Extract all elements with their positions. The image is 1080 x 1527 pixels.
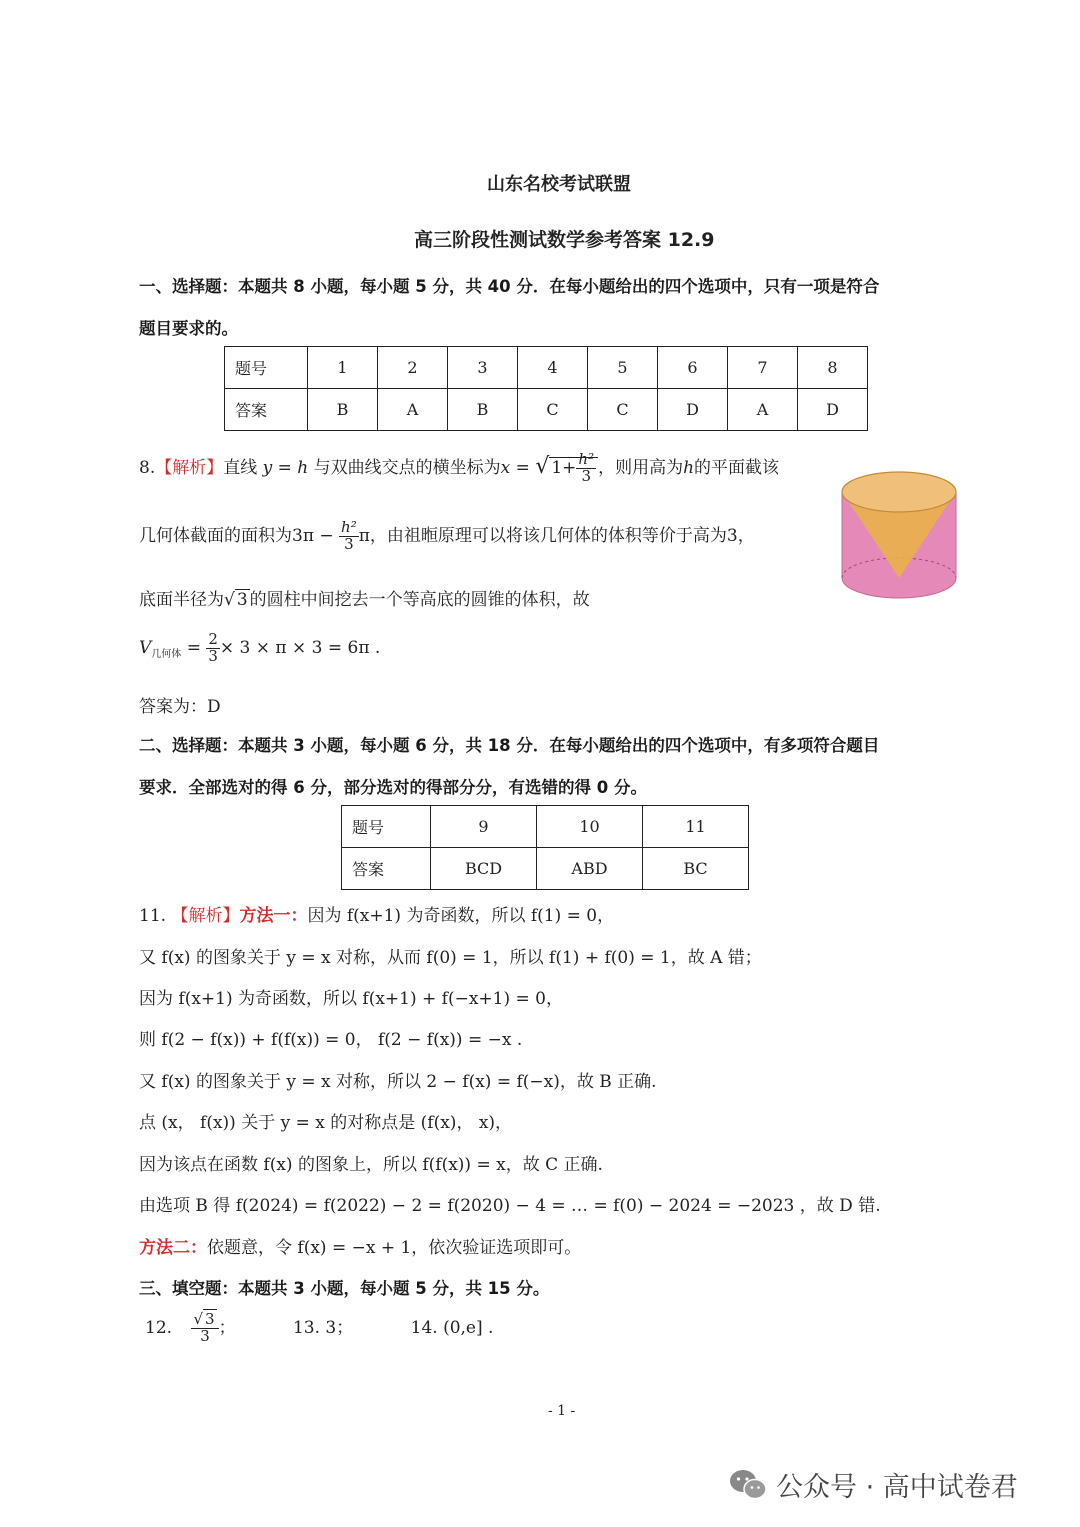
section1-heading-line2: 题目要求的。 [139, 319, 238, 338]
table-cell: 1 [308, 347, 378, 389]
q8-analysis-tag: 【解析】 [155, 457, 224, 478]
answer-12-number: 12. [145, 1317, 173, 1338]
q11-text: 因为 f(x+1) 为奇函数，所以 f(1) = 0， [307, 906, 615, 926]
table-cell: ABD [537, 848, 643, 890]
table-cell: 9 [431, 806, 537, 848]
answer-14: 14. (0,e] . [410, 1317, 494, 1338]
q8-frac-den: 3 [344, 534, 354, 553]
answer-12-numerator: 3 [205, 1310, 215, 1328]
q8-text: 与双曲线交点的横坐标为 [313, 457, 501, 478]
q8-text: 底面半径为 [139, 590, 224, 610]
watermark-text: 公众号 · 高中试卷君 [776, 1472, 1018, 1503]
table-row [225, 347, 868, 389]
q8-text: 的平面截该 [694, 457, 780, 478]
q8-number: 8. [139, 457, 156, 478]
q8-line2 [139, 520, 755, 553]
q11-analysis-tag: 【解析】 [171, 906, 240, 926]
cylinder-top [842, 472, 956, 512]
answer-12-fraction: $\frac{√ 3}{3}$ [191, 1312, 218, 1345]
table-cell: C [518, 389, 588, 431]
cylinder-cone-figure [838, 465, 960, 605]
answer-table-2 [341, 805, 749, 890]
q11-line8: 由选项 B 得 f(2024) = f(2022) − 2 = f(2020) − 4 = … = f(0) − 2024 = −2023 ，故 D 错. [139, 1196, 881, 1216]
q8-h: h [683, 457, 695, 478]
answer-13: 13. 3； [292, 1317, 354, 1338]
table-cell: 4 [518, 347, 588, 389]
table-cell: BCD [431, 848, 537, 890]
q11-number: 11. [139, 906, 167, 926]
answer-table-1 [224, 346, 868, 431]
table-cell: A [378, 389, 448, 431]
table-cell: 10 [537, 806, 643, 848]
q11-line7: 因为该点在函数 f(x) 的图象上，所以 f(f(x)) = x，故 C 正确. [139, 1155, 603, 1175]
q8-line1: 8.【解析】直线 y = h 与双曲线交点的横坐标为x = √ 1+ $\frac{\text{h²}}{3}$ ，则用高为h的平面截该 [139, 450, 780, 485]
table-cell: 11 [643, 806, 749, 848]
q11-line1 [139, 901, 614, 926]
exam-org-title: 山东名校考试联盟 [487, 174, 631, 195]
q8-equation: y = h [262, 457, 309, 478]
q8-sqrt-expr [549, 450, 598, 485]
table-header-cell: 题号 [342, 806, 431, 848]
q8-one-plus: 1+ [551, 457, 577, 478]
q8-pi: π [358, 525, 370, 546]
section1-heading-line1: 一、选择题：本题共 8 小题，每小题 5 分，共 40 分．在每小题给出的四个选项中，只有一项是符合 [139, 277, 880, 296]
table-cell: 2 [378, 347, 448, 389]
page-number: - 1 - [548, 1403, 576, 1419]
watermark [728, 1465, 1018, 1504]
table-cell: B [308, 389, 378, 431]
q8-line4 [139, 632, 380, 665]
table-cell: A [728, 389, 798, 431]
q8-frac-den: 3 [208, 646, 218, 665]
table-cell: 3 [448, 347, 518, 389]
q8-equals: = [186, 637, 201, 658]
q8-3pi: 3π − [292, 525, 334, 546]
page-title: 高三阶段性测试数学参考答案 12.9 [414, 229, 715, 251]
table-cell: BC [643, 848, 749, 890]
table-cell: C [588, 389, 658, 431]
table-cell: 7 [728, 347, 798, 389]
section3-heading: 三、填空题：本题共 3 小题，每小题 5 分，共 15 分。 [139, 1279, 550, 1298]
q8-fraction-3 [206, 632, 220, 665]
q11-line4: 则 f(2 − f(x)) + f(f(x)) = 0， f(2 − f(x)) = −x . [139, 1030, 523, 1050]
table-row [225, 389, 868, 431]
q8-text: 直线 [223, 457, 258, 478]
q8-text: 几何体截面的面积为 [139, 525, 292, 546]
table-header-cell: 答案 [225, 389, 308, 431]
q8-fraction-2 [339, 520, 359, 553]
table-row [342, 806, 749, 848]
answer-12-end: ； [218, 1317, 236, 1338]
q8-answer: 答案为：D [139, 697, 221, 717]
q11-method1-label: 方法一： [239, 906, 308, 926]
table-cell: 6 [658, 347, 728, 389]
q8-x-eq: x = [500, 457, 530, 478]
q11-line5: 又 f(x) 的图象关于 y = x 对称，所以 2 − f(x) = f(−x)，故 B 正确. [139, 1072, 657, 1092]
section2-heading-line2: 要求．全部选对的得 6 分，部分选对的得部分分，有选错的得 0 分。 [139, 778, 647, 797]
q8-frac-den: 3 [581, 466, 592, 485]
q11-line6: 点 (x， f(x)) 关于 y = x 的对称点是 (f(x)， x)， [139, 1113, 513, 1133]
q8-sqrt3: 3 [236, 590, 248, 610]
q8-volume-sub: 几何体 [151, 649, 182, 661]
q8-volume-symbol: V [139, 637, 152, 658]
q8-frac-num: h² [341, 518, 357, 536]
q8-text: 的圆柱中间挖去一个等高底的圆锥的体积，故 [249, 590, 590, 610]
table-row [342, 848, 749, 890]
q11-line3: 因为 f(x+1) 为奇函数，所以 f(x+1) + f(−x+1) = 0， [139, 989, 563, 1009]
q11-line9 [139, 1233, 581, 1258]
q8-text: ，则用高为 [598, 457, 684, 478]
q11-method2-label: 方法二： [139, 1238, 207, 1258]
table-cell: D [798, 389, 868, 431]
table-cell: B [448, 389, 518, 431]
q11-text: 依题意，令 f(x) = −x + 1，依次验证选项即可。 [207, 1238, 582, 1258]
table-header-cell: 答案 [342, 848, 431, 890]
q8-line3: 底面半径为√ 3 的圆柱中间挖去一个等高底的圆锥的体积，故 [139, 590, 590, 610]
q11-line2: 又 f(x) 的图象关于 y = x 对称，从而 f(0) = 1，所以 f(1) + f(0) = 1，故 A 错； [139, 948, 762, 968]
wechat-icon [728, 1468, 768, 1502]
q8-fraction [576, 452, 596, 485]
table-cell: 5 [588, 347, 658, 389]
q8-text: ，由祖暅原理可以将该几何体的体积等价于高为3， [369, 525, 755, 546]
table-cell: 8 [798, 347, 868, 389]
table-header-cell: 题号 [225, 347, 308, 389]
fill-in-answers [145, 1312, 493, 1345]
q8-text: × 3 × π × 3 = 6π . [219, 637, 381, 658]
answer-12-denominator: 3 [200, 1326, 210, 1345]
q8-frac-num: h² [578, 450, 595, 468]
q8-frac-num: 2 [208, 630, 218, 648]
section2-heading-line1: 二、选择题：本题共 3 小题，每小题 6 分，共 18 分．在每小题给出的四个选项中，有多项符合题目 [139, 736, 880, 755]
table-cell: D [658, 389, 728, 431]
